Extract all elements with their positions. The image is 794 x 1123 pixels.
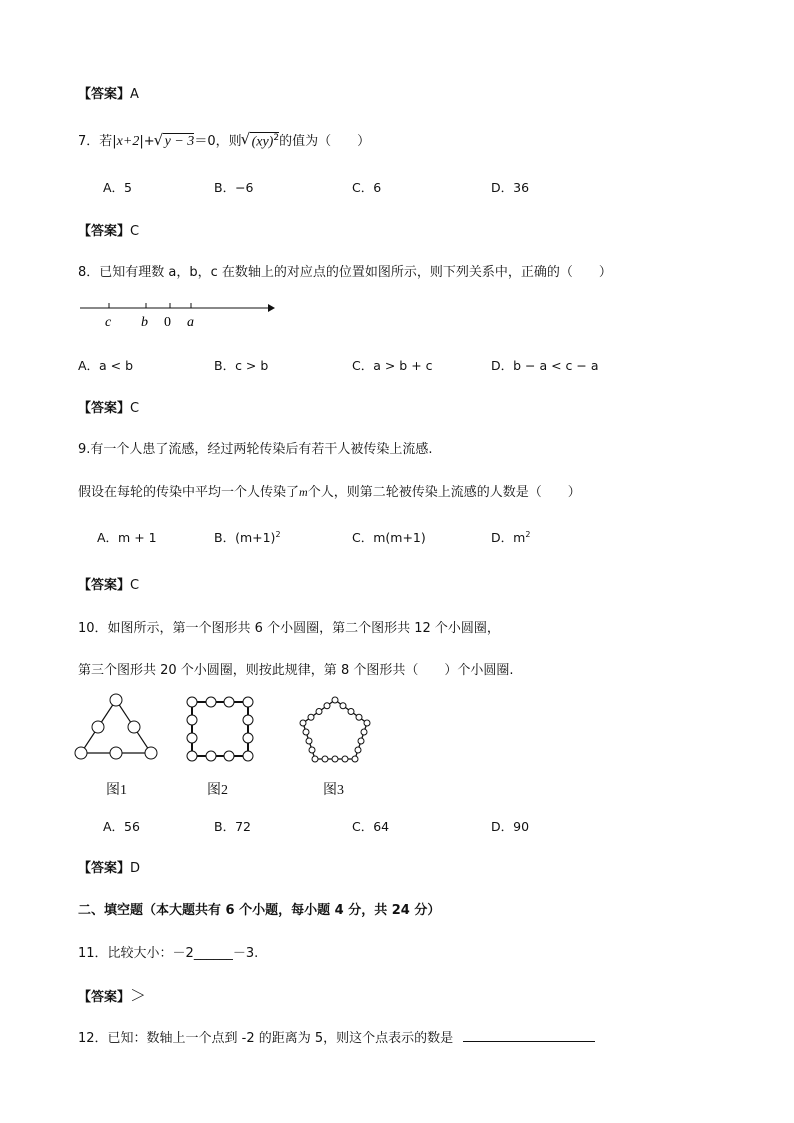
circle <box>110 694 122 706</box>
square-outline <box>192 702 248 756</box>
q11-answer: 【答案】＞ <box>78 986 147 1005</box>
circle <box>243 697 253 707</box>
label-0: 0 <box>164 315 171 330</box>
figure-1-caption: 图1 <box>106 783 127 798</box>
q8-option-b: B．c > b <box>214 358 269 373</box>
circle <box>332 756 338 762</box>
circle <box>110 747 122 759</box>
q7-abs: |x+2| <box>112 134 144 149</box>
circle <box>243 751 253 761</box>
q7-sqrt2: √ (xy)$^2$ <box>240 129 280 149</box>
q10-option-b: B．72 <box>214 819 251 834</box>
circle <box>316 709 322 715</box>
q9-option-b: B．$(m+1)^2$ <box>214 529 281 545</box>
circle <box>187 715 197 725</box>
q7-suffix: 的值为（ ） <box>279 134 371 149</box>
triangle-outline <box>81 700 151 753</box>
q9-option-d: D．$m^2$ <box>491 529 531 545</box>
circle <box>342 756 348 762</box>
q8-number-line <box>78 298 278 338</box>
figure-3-pentagon <box>295 693 375 768</box>
figure-3-caption: 图3 <box>323 783 344 798</box>
circle <box>306 738 312 744</box>
circle <box>145 747 157 759</box>
circle <box>206 697 216 707</box>
circle <box>332 697 338 703</box>
q9-answer: 【答案】C <box>78 578 140 593</box>
circle <box>243 733 253 743</box>
circle <box>308 714 314 720</box>
section-2-heading: 二、填空题（本大题共有 6 个小题，每小题 4 分，共 24 分） <box>78 903 441 918</box>
circle <box>187 733 197 743</box>
circle <box>224 697 234 707</box>
pentagon-circles <box>300 697 370 762</box>
circle <box>187 697 197 707</box>
number-line-arrow <box>268 304 275 312</box>
figure-2-caption: 图2 <box>207 783 228 798</box>
q12-stem: 12．已知：数轴上一个点到 -2 的距离为 5，则这个点表示的数是 <box>78 1027 595 1046</box>
circle <box>324 703 330 709</box>
circle <box>312 756 318 762</box>
figure-2-square <box>183 693 263 768</box>
q7-option-d: D．36 <box>491 180 530 195</box>
q9-line1: 9.有一个人患了流感，经过两轮传染后有若干人被传染上流感. <box>78 442 433 457</box>
circle <box>300 720 306 726</box>
q7-option-a: A．5 <box>103 180 133 195</box>
circle <box>128 721 140 733</box>
q8-answer: 【答案】C <box>78 401 140 416</box>
answer-value: A <box>130 87 139 102</box>
q12-blank[interactable] <box>463 1029 595 1042</box>
circle <box>224 751 234 761</box>
q10-option-c: C．64 <box>352 819 390 834</box>
q10-answer: 【答案】D <box>78 861 141 876</box>
q8-option-c: C．a > b + c <box>352 358 433 373</box>
q7-option-b: B．−6 <box>214 180 254 195</box>
q7-stem: 7．若|x+2|+ √ y − 3＝0，则 √ (xy)$^2$的值为（ ） <box>78 129 371 149</box>
q7-answer: 【答案】C <box>78 224 140 239</box>
q10-option-a: A．56 <box>103 819 140 834</box>
circle <box>206 751 216 761</box>
circle <box>356 714 362 720</box>
circle <box>358 738 364 744</box>
q9-option-a: A．m + 1 <box>97 530 157 545</box>
circle <box>75 747 87 759</box>
circle <box>340 703 346 709</box>
q10-line2: 第三个图形共 20 个小圆圈，则按此规律，第 8 个图形共（ ）个小圆圈. <box>78 663 514 678</box>
label-c: c <box>105 315 112 330</box>
circle <box>309 747 315 753</box>
figure-1-triangle <box>74 693 164 768</box>
label-b: b <box>141 315 148 330</box>
q8-stem: 8．已知有理数 a，b，c 在数轴上的对应点的位置如图所示，则下列关系中，正确的（ ） <box>78 265 612 280</box>
circle <box>303 729 309 735</box>
q8-option-d: D．b − a < c − a <box>491 358 599 373</box>
circle <box>322 756 328 762</box>
circle <box>187 751 197 761</box>
q7-prefix: 7．若 <box>78 134 113 149</box>
label-a: a <box>187 315 194 330</box>
circle <box>243 715 253 725</box>
circle <box>361 729 367 735</box>
q7-sqrt: √ y − 3 <box>153 131 195 149</box>
circle <box>352 756 358 762</box>
circle <box>364 720 370 726</box>
circle <box>92 721 104 733</box>
q10-option-d: D．90 <box>491 819 530 834</box>
q8-option-a: A．a < b <box>78 358 134 373</box>
answer-tag: 【答案】 <box>78 87 131 102</box>
q10-line1: 10．如图所示，第一个图形共 6 个小圆圈，第二个图形共 12 个小圆圈， <box>78 621 500 636</box>
q9-option-c: C．m(m+1) <box>352 530 426 545</box>
q6-answer <box>78 83 139 102</box>
circle <box>348 709 354 715</box>
q7-option-c: C．6 <box>352 180 382 195</box>
circle <box>355 747 361 753</box>
q11-stem: 11．比较大小：－2______－3. <box>78 946 259 961</box>
q9-line2: 假设在每轮的传染中平均一个人传染了m个人，则第二轮被传染上流感的人数是（ ） <box>78 485 581 500</box>
q7-mid: ＝0，则 <box>194 134 242 149</box>
